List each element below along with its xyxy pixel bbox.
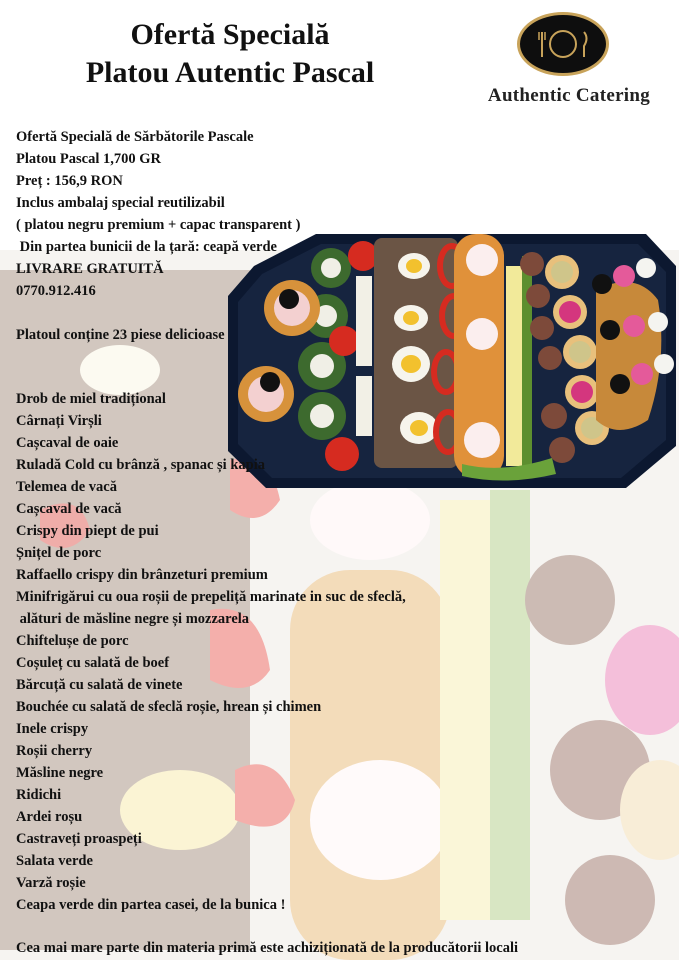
list-item: Ceapa verde din partea casei, de la bunica ! (16, 897, 286, 913)
platter-contents-list (16, 388, 616, 916)
list-item: Măsline negre (16, 765, 104, 781)
list-item: alături de măsline negre și mozzarela (16, 611, 250, 627)
list-item: Salata verde (16, 853, 93, 869)
offer-weight: Platou Pascal 1,700 GR (16, 151, 161, 167)
offer-heading: Ofertă Specială de Sărbătorile Pascale (16, 129, 254, 145)
list-item: Ardei roșu (16, 809, 83, 825)
offer-packaging: Inclus ambalaj special reutilizabil (16, 195, 225, 211)
offer-piece-count: Platoul conține 23 piese delicioase (16, 327, 225, 343)
list-item: Ruladă Cold cu brânză , spanac și kapia (16, 457, 265, 473)
list-item: Chiftelușe de porc (16, 633, 129, 649)
offer-details (16, 126, 616, 346)
list-item: Raffaello crispy din brânzeturi premium (16, 567, 268, 583)
offer-price: Preț : 156,9 RON (16, 173, 123, 189)
list-item: Cârnați Virșli (16, 413, 102, 429)
brand-name: Authentic Catering (487, 85, 651, 106)
list-item: Bărcuță cu salată de vinete (16, 677, 183, 693)
plate-fork-knife-icon (520, 15, 606, 73)
list-item: Bouchée cu salată de sfeclă roșie, hrean și chimen (16, 699, 322, 715)
offer-bonus: Din partea bunicii de la țară: ceapă verde (16, 239, 277, 255)
list-item: Drob de miel tradițional (16, 391, 166, 407)
list-item: Cașcaval de vacă (16, 501, 122, 517)
title-line-1: Ofertă Specială (130, 18, 330, 51)
title-line-2: Platou Autentic Pascal (85, 56, 375, 89)
list-item: Varză roșie (16, 875, 86, 891)
list-item: Inele crispy (16, 721, 89, 737)
offer-phone: 0770.912.416 (16, 283, 96, 299)
page-title (30, 16, 430, 92)
offer-packaging-detail: ( platou negru premium + capac transparent ) (16, 217, 301, 233)
list-item: Telemea de vacă (16, 479, 117, 495)
list-item: Castraveți proaspeți (16, 831, 142, 847)
list-item: Coșuleț cu salată de boef (16, 655, 170, 671)
brand-logo (517, 12, 609, 76)
offer-free-delivery: LIVRARE GRATUITĂ (16, 261, 164, 277)
footer-note: Cea mai mare parte din materia primă este achiziționată de la producătorii locali (16, 940, 519, 956)
list-item: Minifrigărui cu oua roșii de prepeliță marinate in suc de sfeclă, (16, 589, 406, 605)
list-item: Ridichi (16, 787, 62, 803)
list-item: Crispy din piept de pui (16, 523, 159, 539)
list-item: Șnițel de porc (16, 545, 102, 561)
list-item: Cașcaval de oaie (16, 435, 119, 451)
list-item: Roșii cherry (16, 743, 93, 759)
